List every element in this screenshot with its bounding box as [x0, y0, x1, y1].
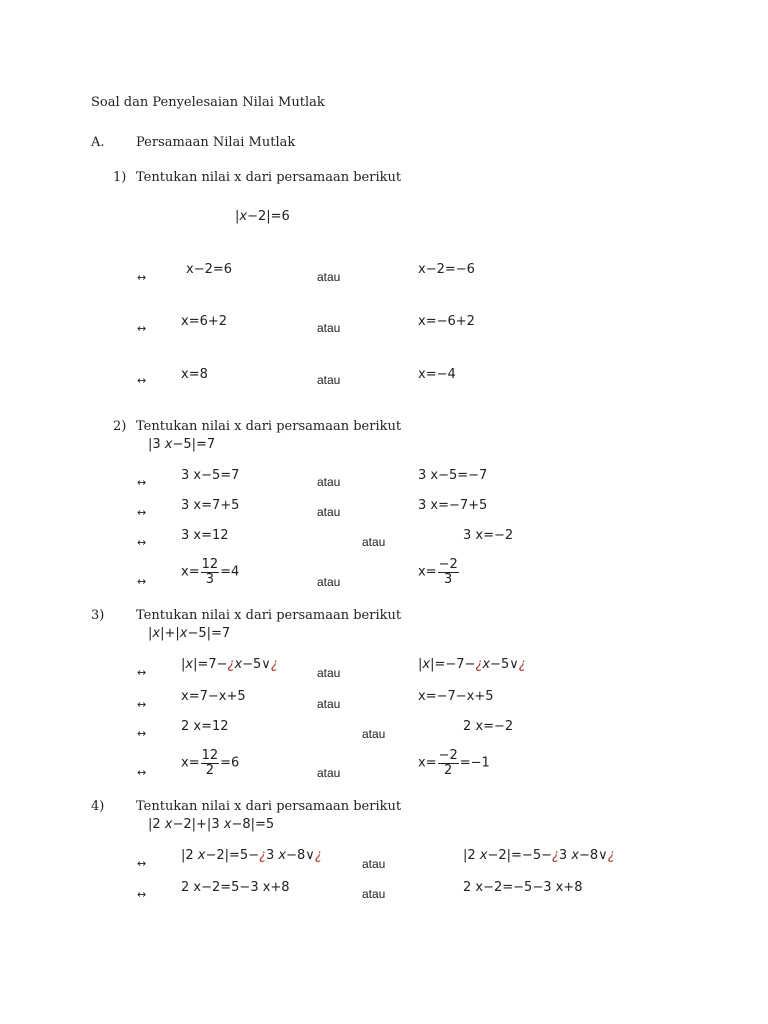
- q1-step-1-right: x−2=−6: [418, 262, 475, 277]
- fraction: [438, 749, 459, 777]
- or-label: atau: [317, 697, 341, 711]
- question-4-number: 4): [91, 799, 105, 814]
- question-3-number: 3): [91, 608, 105, 623]
- fraction-denominator: 3: [444, 571, 453, 587]
- q3-step-1-left: |x|=7−¿x−5∨¿: [181, 657, 278, 672]
- equivalence-arrow: ↔: [137, 575, 147, 588]
- question-2-number: 2): [113, 419, 127, 434]
- q3-final-left-suffix: =6: [220, 755, 240, 771]
- fraction: [438, 558, 459, 586]
- or-label: atau: [317, 321, 341, 335]
- q2-step-3-right: 3 x=−2: [463, 528, 514, 543]
- q3-step-3-right: 2 x=−2: [463, 719, 514, 734]
- question-3-prompt: Tentukan nilai x dari persamaan berikut: [136, 608, 402, 623]
- q4-step-2-left: 2 x−2=5−3 x+8: [181, 880, 290, 895]
- equivalence-arrow: ↔: [137, 727, 147, 740]
- q2-step-2-left: 3 x=7+5: [181, 498, 240, 513]
- equivalence-arrow: ↔: [137, 476, 147, 489]
- q4-step-2-right: 2 x−2=−5−3 x+8: [463, 880, 583, 895]
- or-label: atau: [317, 766, 341, 780]
- question-4-equation: |2 x−2|+|3 x−8|=5: [148, 817, 275, 832]
- question-4-prompt: Tentukan nilai x dari persamaan berikut: [136, 799, 402, 814]
- fraction: [201, 749, 220, 777]
- q3-step-2-right: x=−7−x+5: [418, 689, 494, 704]
- q1-step-2-right: x=−6+2: [418, 314, 475, 329]
- q3-final-right-suffix: =−1: [459, 755, 490, 771]
- equivalence-arrow: ↔: [137, 766, 147, 779]
- or-label: atau: [317, 575, 341, 589]
- q2-final-left-suffix: =4: [220, 564, 240, 580]
- equivalence-arrow: ↔: [137, 666, 147, 679]
- fraction-numerator: −2: [438, 748, 458, 763]
- question-2-equation: |3 x−5|=7: [148, 437, 216, 452]
- section-heading: Persamaan Nilai Mutlak: [136, 135, 296, 150]
- q1-step-1-left: x−2=6: [186, 262, 233, 277]
- q4-step-1-left: |2 x−2|=5−¿3 x−8∨¿: [181, 848, 322, 863]
- question-1-equation: |x−2|=6: [235, 209, 290, 224]
- fraction-numerator: −2: [438, 557, 458, 572]
- or-label: atau: [362, 857, 386, 871]
- question-1-number: 1): [113, 170, 127, 185]
- q2-final-left: [181, 558, 239, 586]
- or-label: atau: [317, 373, 341, 387]
- question-3-equation: |x|+|x−5|=7: [148, 626, 231, 641]
- equivalence-arrow: ↔: [137, 888, 147, 901]
- section-letter: A.: [91, 135, 105, 150]
- q2-final-right: [418, 558, 460, 586]
- q3-final-left-prefix: x=: [181, 755, 200, 771]
- q3-final-right: [418, 749, 490, 777]
- document-title: Soal dan Penyelesaian Nilai Mutlak: [91, 95, 325, 110]
- fraction-denominator: 3: [205, 571, 214, 587]
- q2-step-1-right: 3 x−5=−7: [418, 468, 488, 483]
- equivalence-arrow: ↔: [137, 271, 147, 284]
- q3-step-3-left: 2 x=12: [181, 719, 229, 734]
- q2-final-right-prefix: x=: [418, 564, 437, 580]
- equivalence-arrow: ↔: [137, 506, 147, 519]
- q1-step-3-left: x=8: [181, 367, 208, 382]
- question-2-prompt: Tentukan nilai x dari persamaan berikut: [136, 419, 402, 434]
- or-label: atau: [317, 270, 341, 284]
- q3-step-2-left: x=7−x+5: [181, 689, 246, 704]
- equivalence-arrow: ↔: [137, 698, 147, 711]
- q3-step-1-right: |x|=−7−¿x−5∨¿: [418, 657, 526, 672]
- fraction-numerator: 12: [201, 557, 219, 572]
- equivalence-arrow: ↔: [137, 322, 147, 335]
- fraction: [201, 558, 220, 586]
- q3-final-right-prefix: x=: [418, 755, 437, 771]
- q1-step-2-left: x=6+2: [181, 314, 228, 329]
- q2-step-3-left: 3 x=12: [181, 528, 229, 543]
- fraction-denominator: 2: [205, 762, 214, 778]
- q2-step-2-right: 3 x=−7+5: [418, 498, 488, 513]
- or-label: atau: [362, 727, 386, 741]
- equivalence-arrow: ↔: [137, 857, 147, 870]
- equivalence-arrow: ↔: [137, 536, 147, 549]
- q2-step-1-left: 3 x−5=7: [181, 468, 240, 483]
- q3-final-left: [181, 749, 239, 777]
- or-label: atau: [317, 505, 341, 519]
- or-label: atau: [317, 666, 341, 680]
- or-label: atau: [362, 535, 386, 549]
- q2-final-left-prefix: x=: [181, 564, 200, 580]
- q1-step-3-right: x=−4: [418, 367, 456, 382]
- fraction-denominator: 2: [444, 762, 453, 778]
- question-1-prompt: Tentukan nilai x dari persamaan berikut: [136, 170, 402, 185]
- fraction-numerator: 12: [201, 748, 219, 763]
- q4-step-1-right: |2 x−2|=−5−¿3 x−8∨¿: [463, 848, 615, 863]
- or-label: atau: [362, 887, 386, 901]
- or-label: atau: [317, 475, 341, 489]
- equivalence-arrow: ↔: [137, 374, 147, 387]
